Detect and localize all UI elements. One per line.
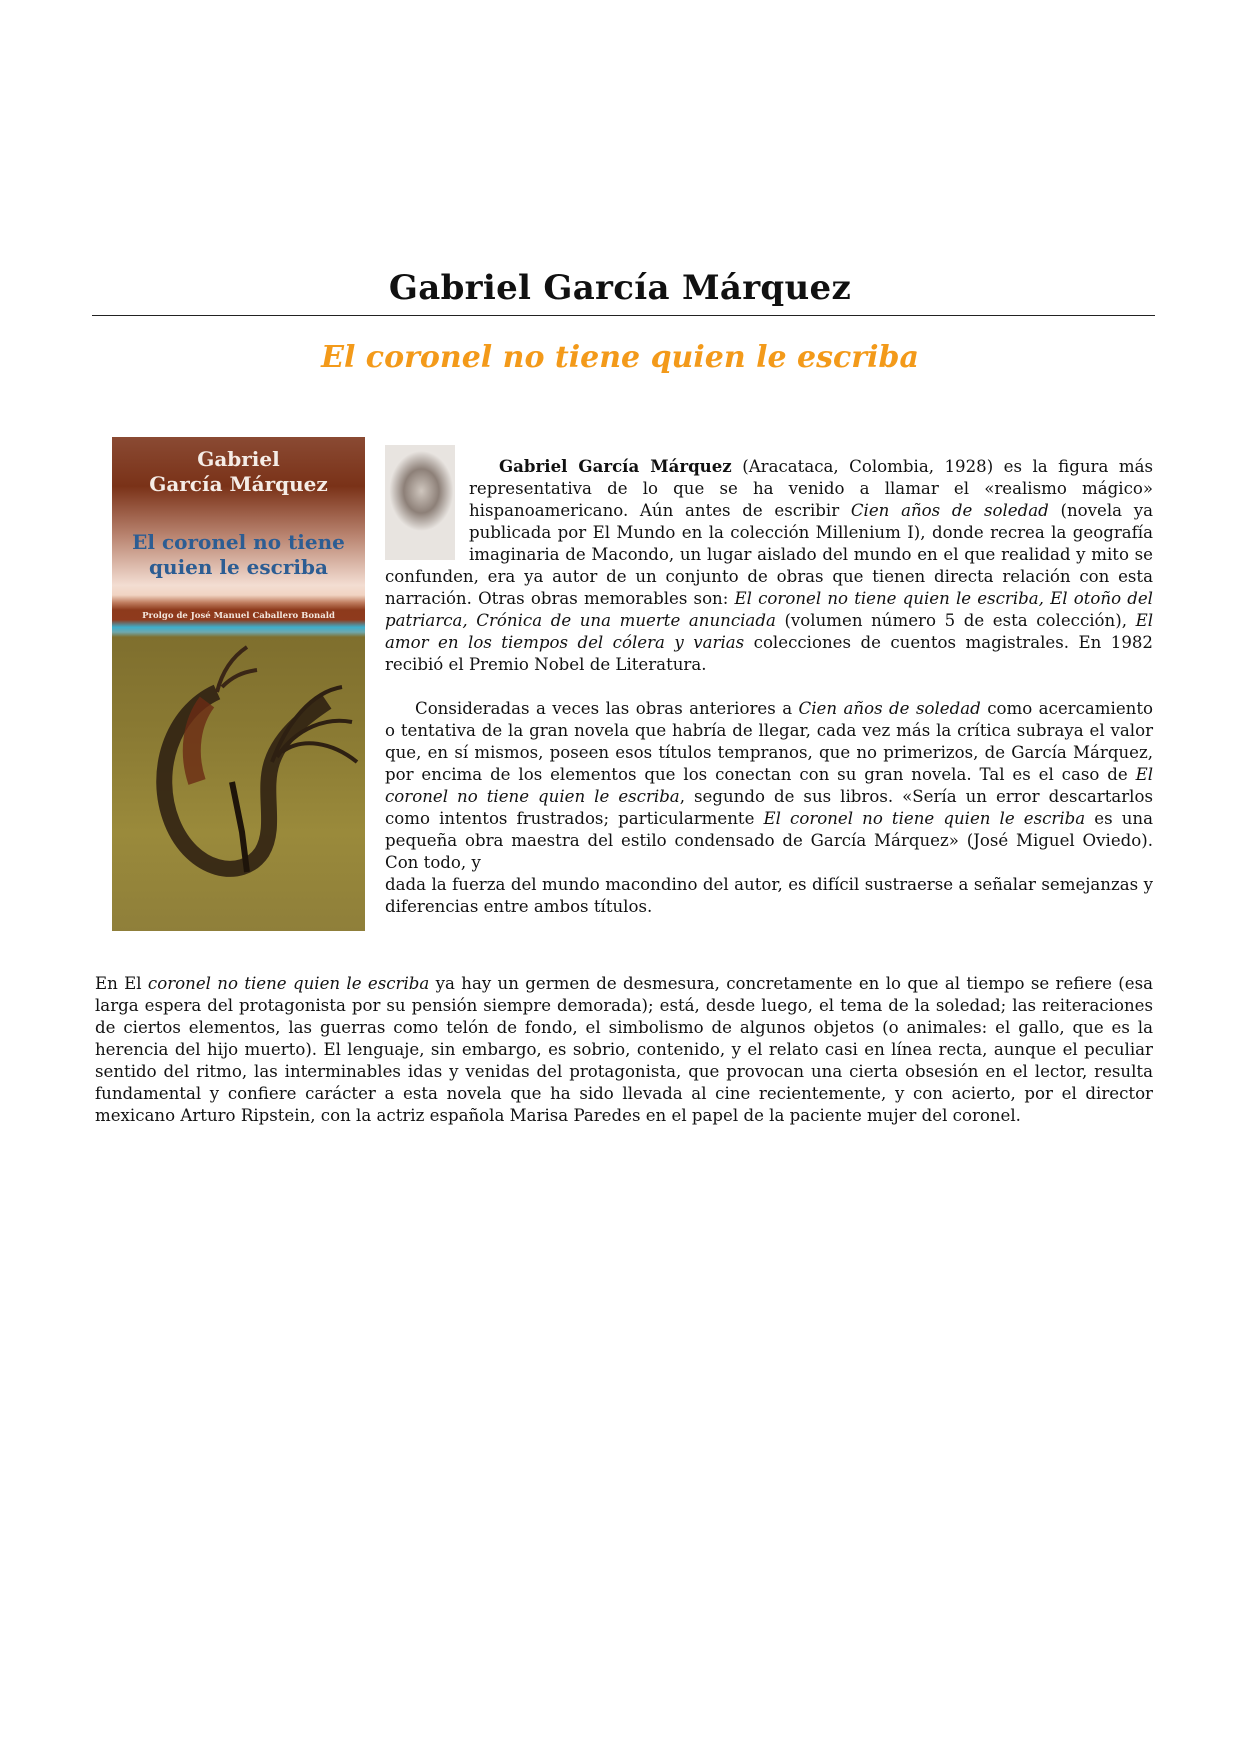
italic-title: Cien años de soledad: [850, 501, 1049, 520]
text: es una pequeña obra maestra del estilo condensado de García Márquez» (José Miguel Oviedo). Con todo, y: [385, 809, 1153, 872]
italic-title: coronel no tiene quien le escriba: [147, 974, 430, 993]
cover-author-line1: Gabriel: [197, 447, 280, 471]
italic-title: El amor en los tiempos del cólera y varias: [385, 611, 1154, 652]
biography-paragraph: [385, 455, 1153, 676]
text: , segundo de sus libros. «Sería un error descartarlos como intentos frustrados; particularmente: [385, 787, 1153, 828]
italic-title: El coronel no tiene quien le escriba: [385, 765, 1153, 806]
book-cover-image: [112, 437, 365, 931]
rooster-illustration: [112, 632, 365, 931]
analysis-paragraph: [95, 973, 1153, 1127]
cover-title-line1: El coronel no tiene: [132, 530, 345, 554]
author-portrait-photo: [385, 445, 455, 560]
text: colecciones de cuentos magistrales. En 1982 recibió el Premio Nobel de Literatura.: [385, 633, 1153, 674]
cover-author: [112, 447, 365, 497]
italic-title: El coronel no tiene quien le escriba, El otoño del patriarca, Crónica de una muerte anunciada: [385, 589, 1153, 630]
cover-title: [112, 530, 365, 580]
text: (volumen número 5 de esta colección),: [775, 611, 1136, 630]
text: dada la fuerza del mundo macondino del autor, es difícil sustraerse a señalar semejanzas y diferencias entre ambos títulos.: [385, 875, 1153, 916]
text: (Aracataca, Colombia, 1928) es la figura más representativa de lo que se ha venido a llamar el «realismo mágico» hispanoamericano. Aún antes de escribir: [469, 457, 1153, 520]
analysis-section: [95, 973, 1153, 1127]
italic-title: El coronel no tiene quien le escriba: [763, 809, 1086, 828]
critique-paragraph: [385, 698, 1153, 918]
text: como acercamiento o tentativa de la gran novela que habría de llegar, cada vez más la crítica subraya el valor que, en sí mismos, poseen esos títulos tempranos, que no primerizos, de García Márquez, por encima de los elementos que los conectan con su gran novela. Tal es el caso de: [385, 699, 1153, 784]
text: En El: [95, 974, 148, 993]
book-title-heading: El coronel no tiene quien le escriba: [321, 340, 919, 375]
text: ya hay un germen de desmesura, concretamente en lo que al tiempo se refiere (esa larga espera del protagonista por su pensión siempre demorada); está, desde luego, el tema de la soledad; las reiteraciones de ciertos elementos, las guerras como telón de fondo, el simbolismo de algunos objetos (o animales: el gallo, que es la herencia del hijo muerto). El lenguaje, sin embargo, es sobrio, contenido, y el relato casi en línea recta, aunque el peculiar sentido del ritmo, las interminables idas y venidas del protagonista, que provocan una cierta obsesión en el lector, resulta fundamental y confiere carácter a esta novela que ha sido llevada al cine recientemente, y con acierto, por el director mexicano Arturo Ripstein, con la actriz española Marisa Paredes en el papel de la paciente mujer del coronel.: [95, 974, 1153, 1125]
author-name: Gabriel García Márquez: [499, 456, 732, 476]
cover-title-line2: quien le escriba: [149, 555, 328, 579]
cover-author-line2: García Márquez: [149, 472, 328, 496]
text: (novela ya publicada por El Mundo en la colección Millenium I), donde recrea la geografía imaginaria de Macondo, un lugar aislado del mundo en el que realidad y mito se confunden, era ya autor de un conjunto de obras que tienen directa relación con esta narración. Otras obras memorables son:: [385, 501, 1153, 608]
author-heading: Gabriel García Márquez: [388, 268, 852, 308]
italic-title: Cien años de soledad: [798, 699, 981, 718]
main-column: [385, 455, 1153, 940]
text: Consideradas a veces las obras anteriores a: [415, 699, 799, 718]
heading-divider: [92, 315, 1155, 316]
cover-prologue: Prolgo de José Manuel Caballero Bonald: [142, 611, 335, 621]
